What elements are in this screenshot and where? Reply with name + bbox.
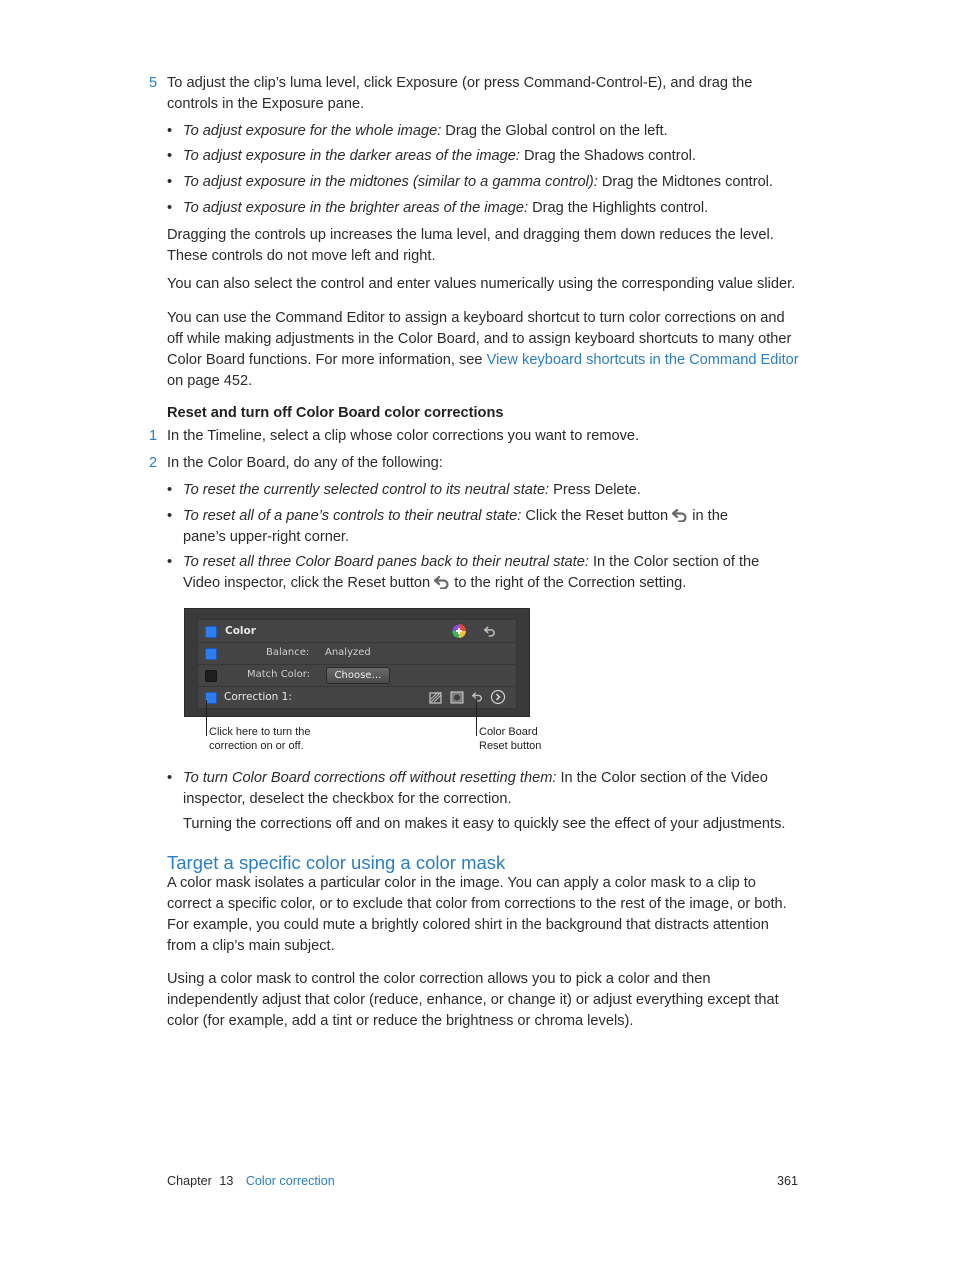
step-1-text: In the Timeline, select a clip whose color corrections you want to remove. <box>167 428 640 444</box>
bullet-text: to the right of the Correction setting. <box>450 575 687 591</box>
correction-row <box>198 686 516 708</box>
callout-line-left <box>206 700 207 736</box>
mask-paragraph-2: Using a color mask to control the color correction allows you to pick a color and then independently adjust that color (reduce, enhance, or change it) or adjust everything except that color (for example, add a tint or reduce the brightness or chroma levels). <box>167 971 779 1029</box>
bullet-lead: To turn Color Board corrections off without resetting them: <box>183 770 557 786</box>
bullet-text: In the Color section of the Video inspector, deselect the checkbox for the correction. <box>183 770 768 807</box>
bullet-lead: To reset all three Color Board panes back to their neutral state: <box>183 554 589 570</box>
color-title: Color <box>225 625 256 637</box>
callout-left-line1: Click here to turn the <box>209 726 311 738</box>
bullet-text: Drag the Midtones control. <box>597 174 773 190</box>
color-inspector-screenshot <box>184 608 530 717</box>
chapter-number: 13 <box>219 1174 234 1188</box>
bullet-text: Drag the Shadows control. <box>519 148 696 164</box>
correction-reset-icon[interactable] <box>472 691 483 702</box>
list-item: • To reset all of a pane’s controls to their neutral state: Click the Reset button in the pane’s upper-right corner. <box>167 508 728 545</box>
callout-right-line1: Color Board <box>479 726 538 738</box>
correction-label: Correction 1: <box>224 691 292 703</box>
mask-paragraph-1: A color mask isolates a particular color in the image. You can apply a color mask to a clip to correct a specific color, or to exclude that color from corrections to the rest of the image, or both. For example, you could mute a brightly colored shirt in the background that distracts attention from a clip’s main subject. <box>167 875 787 954</box>
list-item: • To adjust exposure in the brighter areas of the image: Drag the Highlights control. <box>167 200 709 216</box>
bullet-text: Drag the Highlights control. <box>528 200 709 216</box>
go-forward-icon[interactable] <box>490 689 506 705</box>
balance-row <box>198 642 516 665</box>
callout-right <box>479 725 541 753</box>
color-section <box>197 619 517 709</box>
footer-chapter <box>167 1173 335 1189</box>
step-number-2: 2 <box>149 455 158 471</box>
match-color-label: Match Color: <box>247 669 310 680</box>
bullet-text: Drag the Global control on the left. <box>441 123 668 139</box>
bullet-lead: To reset all of a pane’s controls to their neutral state: <box>183 508 522 524</box>
color-checkbox[interactable] <box>205 626 217 638</box>
bullet-lead: To adjust exposure in the brighter areas of the image: <box>183 200 529 216</box>
bullet-lead: To reset the currently selected control to its neutral state: <box>183 482 550 498</box>
chapter-label: Chapter <box>167 1174 212 1188</box>
callout-left-line2: correction on or off. <box>209 740 304 752</box>
page-number: 361 <box>777 1174 799 1188</box>
reset-icon[interactable] <box>484 625 496 637</box>
match-color-checkbox[interactable] <box>205 670 217 682</box>
chapter-title-link[interactable]: Color correction <box>245 1174 335 1188</box>
paragraph-command-editor <box>167 308 799 392</box>
paragraph-dragging: Dragging the controls up increases the luma level, and dragging them down reduces the level. These controls do not move left and right. <box>167 227 774 264</box>
bullet-text: in the pane’s upper-right corner. <box>183 508 728 545</box>
callout-left <box>209 725 311 753</box>
command-editor-link[interactable]: View keyboard shortcuts in the Command Editor <box>486 352 799 368</box>
step-number-5: 5 <box>149 75 158 91</box>
paragraph-numeric: You can also select the control and enter values numerically using the corresponding value slider. <box>167 276 796 292</box>
reset-arrow-icon <box>672 508 688 522</box>
color-header-row <box>198 620 516 643</box>
bullet-lead: To adjust exposure for the whole image: <box>183 123 442 139</box>
bullet-text: Press Delete. <box>549 482 641 498</box>
step-5-text: To adjust the clip’s luma level, click Exposure (or press Command-Control-E), and drag the controls in the Exposure pane. <box>167 75 753 112</box>
shape-mask-icon[interactable] <box>449 689 465 705</box>
list-item: • To adjust exposure for the whole image: Drag the Global control on the left. <box>167 123 668 139</box>
list-item: • To adjust exposure in the darker areas of the image: Drag the Shadows control. <box>167 148 696 164</box>
mask-icon[interactable] <box>428 689 444 705</box>
choose-button[interactable]: Choose… <box>326 667 390 684</box>
callout-line-right <box>476 700 477 736</box>
balance-label: Balance: <box>266 647 310 658</box>
list-item: • To adjust exposure in the midtones (similar to a gamma control): Drag the Midtones control. <box>167 174 773 190</box>
bullet-lead: To adjust exposure in the darker areas of the image: <box>183 148 520 164</box>
reset-heading: Reset and turn off Color Board color corrections <box>167 405 504 421</box>
step-2-text: In the Color Board, do any of the following: <box>167 455 443 471</box>
color-board-icon[interactable] <box>451 623 467 639</box>
reset-arrow-icon <box>434 575 450 589</box>
paragraph-text: on page 452. <box>167 373 253 389</box>
step-number-1: 1 <box>149 428 158 444</box>
bullet-text: In the Color section of the Video inspector, click the Reset button <box>183 554 760 591</box>
list-item: • To reset all three Color Board panes back to their neutral state: In the Color section of the Video inspector, click the Reset button to the right of the Correction setting. <box>167 554 760 591</box>
list-item: • To turn Color Board corrections off without resetting them: In the Color section of the Video inspector, deselect the checkbox for the correction. <box>167 770 768 807</box>
list-item: • To reset the currently selected control to its neutral state: Press Delete. <box>167 482 641 498</box>
bullet-lead: To adjust exposure in the midtones (similar to a gamma control): <box>183 174 598 190</box>
turn-off-note: Turning the corrections off and on makes it easy to quickly see the effect of your adjustments. <box>183 816 786 832</box>
match-color-row <box>198 664 516 687</box>
balance-checkbox[interactable] <box>205 648 217 660</box>
callout-right-line2: Reset button <box>479 740 542 752</box>
section-heading: Target a specific color using a color mask <box>167 852 506 873</box>
paragraph-text: You can use the Command Editor to assign a keyboard shortcut to turn color corrections on and off while making adjustments in the Color Board, and to assign keyboard shortcuts to many other Color Board functions. For more information, see <box>167 310 792 368</box>
bullet-text: Click the Reset button <box>521 508 673 524</box>
balance-value: Analyzed <box>325 647 371 658</box>
